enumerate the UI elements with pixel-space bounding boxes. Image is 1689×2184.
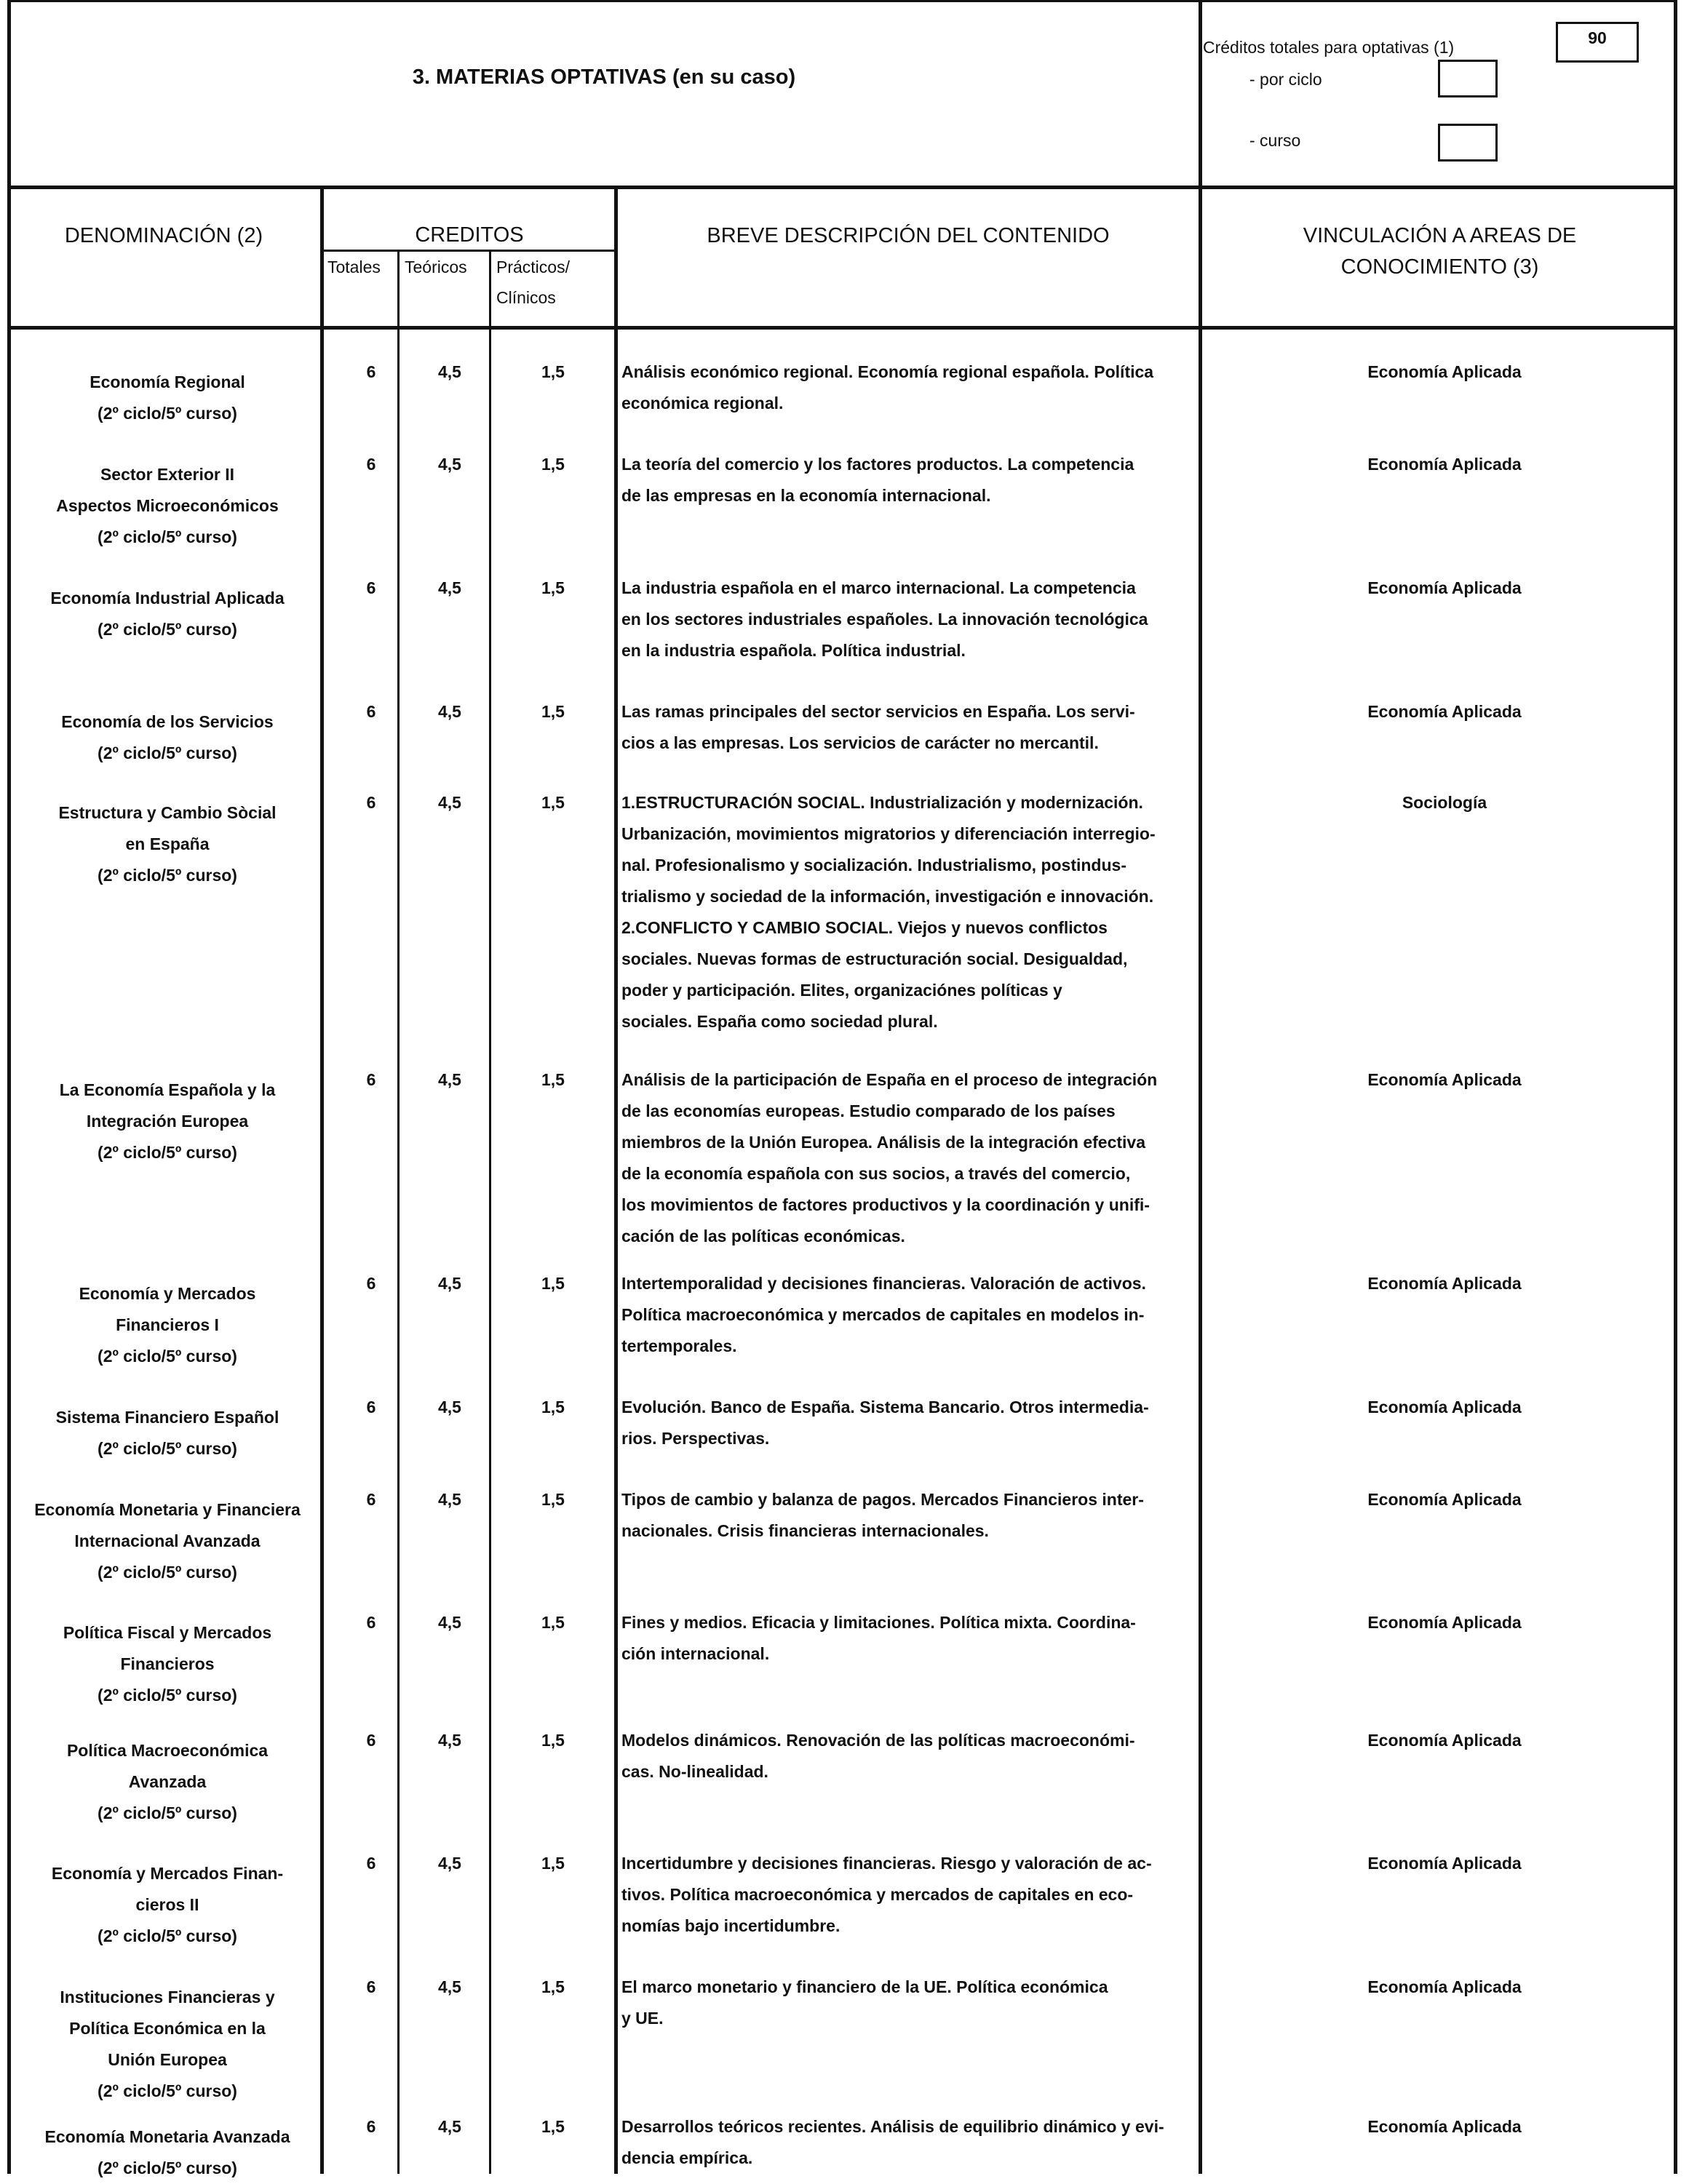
col-header-creditos: CREDITOS [415,223,524,247]
row-area: Economía Aplicada [1367,1490,1522,1509]
row-totales: 6 [366,1854,376,1873]
row-denominacion [7,706,327,769]
col-header-totales: Totales [327,258,381,276]
descripcion-line: en los sectores industriales españoles. La innovación tecnológica [621,610,1148,629]
descripcion-line: de las empresas en la economía internacional. [621,486,991,505]
row-denominacion [7,2121,327,2184]
denominacion-line: Sistema Financiero Español [55,1408,279,1427]
row-area: Economía Aplicada [1367,1070,1522,1089]
descripcion-line: Fines y medios. Eficacia y limitaciones. Política mixta. Coordina- [621,1613,1136,1632]
col-divider-5 [1199,326,1202,2174]
descripcion-line: económica regional. [621,394,784,413]
row-totales: 6 [366,1977,376,1996]
row-area: Economía Aplicada [1367,2117,1522,2136]
row-totales: 6 [366,1490,376,1509]
por-ciclo-label: - por ciclo [1249,70,1322,89]
row-teoricos: 4,5 [438,1274,461,1293]
descripcion-line: El marco monetario y financiero de la UE. Política económica [621,1977,1108,1996]
col-header-descripcion: BREVE DESCRIPCIÓN DEL CONTENIDO [707,224,1110,247]
row-totales: 6 [366,1070,376,1089]
denominacion-line: Instituciones Financieras y [60,1988,275,2006]
row-teoricos: 4,5 [438,1613,461,1632]
row-denominacion [7,1617,327,1711]
descripcion-line: Evolución. Banco de España. Sistema Bancario. Otros intermedia- [621,1398,1149,1416]
row-denominacion [7,1402,327,1464]
descripcion-line: Las ramas principales del sector servicios en España. Los servi- [621,702,1135,721]
row-area: Economía Aplicada [1367,1731,1522,1750]
denominacion-line: Economía Industrial Aplicada [50,589,285,607]
row-area: Economía Aplicada [1367,1398,1522,1416]
denominacion-line: (2º ciclo/5º curso) [98,2159,237,2177]
row-denominacion [7,797,327,891]
col-header-clinicos: Clínicos [496,288,556,307]
denominacion-line: Aspectos Microeconómicos [56,496,279,515]
descripcion-line: sociales. España como sociedad plural. [621,1012,938,1031]
row-descripcion [621,356,1196,419]
header-divider [7,186,1677,189]
row-denominacion [7,1075,327,1168]
descripcion-line: Urbanización, movimientos migratorios y diferenciación interregio- [621,824,1156,843]
row-teoricos: 4,5 [438,1731,461,1750]
denominacion-line: Economía y Mercados [79,1284,256,1303]
row-descripcion [621,573,1196,666]
denominacion-line: Unión Europea [108,2050,227,2069]
row-descripcion [621,1268,1196,1362]
col-header-vinculacion-1: VINCULACIÓN A AREAS DE [1303,224,1577,247]
descripcion-line: sociales. Nuevas formas de estructuración social. Desigualdad, [621,949,1128,968]
denominacion-line: Economía y Mercados Finan- [51,1864,284,1883]
row-totales: 6 [366,578,376,597]
row-teoricos: 4,5 [438,1490,461,1509]
denominacion-line: (2º ciclo/5º curso) [98,1143,237,1162]
row-practicos: 1,5 [541,1613,565,1632]
row-descripcion [621,1848,1196,1942]
row-practicos: 1,5 [541,1854,565,1873]
col-divider-3 [489,251,491,2174]
descripcion-line: dencia empírica. [621,2148,753,2167]
denominacion-line: Sector Exterior II [100,465,235,484]
row-area: Economía Aplicada [1367,362,1522,381]
row-totales: 6 [366,1731,376,1750]
denominacion-line: (2º ciclo/5º curso) [98,620,237,639]
row-totales: 6 [366,2117,376,2136]
descripcion-line: 1.ESTRUCTURACIÓN SOCIAL. Industrialización y modernización. [621,793,1143,812]
denominacion-line: Financieros I [116,1315,219,1334]
por-ciclo-box [1438,60,1498,97]
denominacion-line: Política Fiscal y Mercados [63,1623,272,1642]
descripcion-line: Intertemporalidad y decisiones financieras. Valoración de activos. [621,1274,1146,1293]
creditos-totales-value: 90 [1556,22,1639,63]
col-header-vinculacion-2: CONOCIMIENTO (3) [1340,255,1539,279]
descripcion-line: poder y participación. Elites, organizaciónes políticas y [621,981,1062,1000]
descripcion-line: 2.CONFLICTO Y CAMBIO SOCIAL. Viejos y nuevos conflictos [621,918,1108,937]
descripcion-line: rios. Perspectivas. [621,1429,770,1448]
descripcion-line: cación de las políticas económicas. [621,1227,905,1246]
descripcion-line: Tipos de cambio y balanza de pagos. Mercados Financieros inter- [621,1490,1144,1509]
denominacion-line: La Economía Española y la [59,1080,276,1099]
row-denominacion [7,1858,327,1952]
descripcion-line: en la industria española. Política industrial. [621,641,966,660]
denominacion-line: (2º ciclo/5º curso) [98,1347,237,1366]
row-area: Economía Aplicada [1367,578,1522,597]
row-teoricos: 4,5 [438,455,461,474]
col-header-teoricos: Teóricos [405,258,467,276]
descripcion-line: tivos. Política macroeconómica y mercados de capitales en eco- [621,1885,1134,1904]
row-teoricos: 4,5 [438,1398,461,1416]
row-practicos: 1,5 [541,1977,565,1996]
row-totales: 6 [366,1398,376,1416]
row-totales: 6 [366,455,376,474]
row-descripcion [621,2111,1196,2174]
denominacion-line: (2º ciclo/5º curso) [98,1686,237,1705]
descripcion-line: cios a las empresas. Los servicios de carácter no mercantil. [621,733,1099,752]
row-practicos: 1,5 [541,702,565,721]
row-practicos: 1,5 [541,1490,565,1509]
row-practicos: 1,5 [541,1398,565,1416]
denominacion-line: (2º ciclo/5º curso) [98,1563,237,1582]
row-descripcion [621,1392,1196,1454]
row-descripcion [621,787,1196,1037]
denominacion-line: Política Macroeconómica [66,1741,269,1760]
row-totales: 6 [366,1274,376,1293]
creditos-subdivider [320,250,617,252]
row-totales: 6 [366,793,376,812]
col-divider-2 [397,251,400,2174]
row-descripcion [621,1607,1196,1670]
row-denominacion [7,1278,327,1372]
row-area: Economía Aplicada [1367,1274,1522,1293]
column-header-divider [7,326,1677,330]
descripcion-line: y UE. [621,2009,664,2028]
section-title: 3. MATERIAS OPTATIVAS (en su caso) [412,65,796,89]
descripcion-line: tertemporales. [621,1336,737,1355]
row-practicos: 1,5 [541,793,565,812]
row-denominacion [7,1494,327,1588]
row-teoricos: 4,5 [438,1854,461,1873]
descripcion-line: miembros de la Unión Europea. Análisis de la integración efectiva [621,1133,1146,1152]
row-practicos: 1,5 [541,1731,565,1750]
row-practicos: 1,5 [541,455,565,474]
row-denominacion [7,583,327,645]
row-area: Sociología [1402,793,1487,812]
denominacion-line: Avanzada [128,1772,207,1791]
row-teoricos: 4,5 [438,1977,461,1996]
descripcion-line: de la economía española con sus socios, a través del comercio, [621,1164,1131,1183]
denominacion-line: (2º ciclo/5º curso) [98,744,237,762]
descripcion-line: Política macroeconómica y mercados de capitales en modelos in- [621,1305,1145,1324]
col-divider-4 [614,186,618,2174]
row-area: Economía Aplicada [1367,1854,1522,1873]
denominacion-line: Economía Monetaria y Financiera [34,1500,301,1519]
denominacion-line: (2º ciclo/5º curso) [98,1439,237,1458]
row-denominacion [7,459,327,553]
col-header-practicos: Prácticos/ [496,258,570,276]
row-totales: 6 [366,702,376,721]
row-practicos: 1,5 [541,1070,565,1089]
curso-box [1438,124,1498,162]
denominacion-line: Financieros [120,1654,215,1673]
row-teoricos: 4,5 [438,702,461,721]
denominacion-line: Estructura y Cambio Sòcial [58,803,277,822]
curso-label: - curso [1249,131,1301,150]
row-area: Economía Aplicada [1367,1977,1522,1996]
row-denominacion [7,367,327,429]
descripcion-line: Análisis de la participación de España en el proceso de integración [621,1070,1158,1089]
denominacion-line: Economía Regional [90,372,245,391]
denominacion-line: Economía Monetaria Avanzada [44,2127,290,2146]
row-teoricos: 4,5 [438,793,461,812]
denominacion-line: (2º ciclo/5º curso) [98,2081,237,2100]
descripcion-line: los movimientos de factores productivos y la coordinación y unifi- [621,1195,1150,1214]
descripcion-line: Incertidumbre y decisiones financieras. Riesgo y valoración de ac- [621,1854,1152,1873]
row-practicos: 1,5 [541,578,565,597]
descripcion-line: nal. Profesionalismo y socialización. Industrialismo, postindus- [621,856,1126,874]
denominacion-line: Política Económica en la [69,2019,266,2038]
denominacion-line: (2º ciclo/5º curso) [98,1804,237,1822]
row-descripcion [621,1484,1196,1547]
denominacion-line: (2º ciclo/5º curso) [98,866,237,885]
document-page [7,0,1677,2177]
col-header-denominacion: DENOMINACIÓN (2) [64,224,263,247]
denominacion-line: (2º ciclo/5º curso) [98,404,237,423]
row-descripcion [621,1725,1196,1788]
row-teoricos: 4,5 [438,2117,461,2136]
denominacion-line: Economía de los Servicios [61,712,274,731]
row-descripcion [621,696,1196,759]
descripcion-line: Modelos dinámicos. Renovación de las políticas macroeconómi- [621,1731,1135,1750]
descripcion-line: La teoría del comercio y los factores productos. La competencia [621,455,1134,474]
row-area: Economía Aplicada [1367,1613,1522,1632]
denominacion-line: en España [125,834,210,853]
row-teoricos: 4,5 [438,362,461,381]
descripcion-line: La industria española en el marco internacional. La competencia [621,578,1136,597]
row-practicos: 1,5 [541,1274,565,1293]
descripcion-line: Desarrollos teóricos recientes. Análisis de equilibrio dinámico y evi- [621,2117,1164,2136]
row-area: Economía Aplicada [1367,455,1522,474]
row-teoricos: 4,5 [438,1070,461,1089]
descripcion-line: de las economías europeas. Estudio comparado de los países [621,1101,1116,1120]
row-denominacion [7,1982,327,2107]
descripcion-line: Análisis económico regional. Economía regional española. Política [621,362,1154,381]
row-teoricos: 4,5 [438,578,461,597]
descripcion-line: trialismo y sociedad de la información, investigación e innovación. [621,887,1154,906]
row-practicos: 1,5 [541,362,565,381]
denominacion-line: (2º ciclo/5º curso) [98,1926,237,1945]
row-descripcion [621,1972,1196,2034]
row-practicos: 1,5 [541,2117,565,2136]
descripcion-line: ción internacional. [621,1644,770,1663]
descripcion-line: nacionales. Crisis financieras internacionales. [621,1521,989,1540]
descripcion-line: nomías bajo incertidumbre. [621,1916,840,1935]
denominacion-line: cieros II [135,1895,199,1914]
denominacion-line: Internacional Avanzada [74,1531,261,1550]
row-denominacion [7,1735,327,1829]
denominacion-line: Integración Europea [86,1112,249,1131]
denominacion-line: (2º ciclo/5º curso) [98,527,237,546]
row-descripcion [621,449,1196,511]
row-totales: 6 [366,362,376,381]
creditos-totales-label: Créditos totales para optativas (1) [1203,38,1455,57]
row-area: Economía Aplicada [1367,702,1522,721]
descripcion-line: cas. No-linealidad. [621,1762,768,1781]
row-descripcion [621,1064,1196,1252]
row-totales: 6 [366,1613,376,1632]
